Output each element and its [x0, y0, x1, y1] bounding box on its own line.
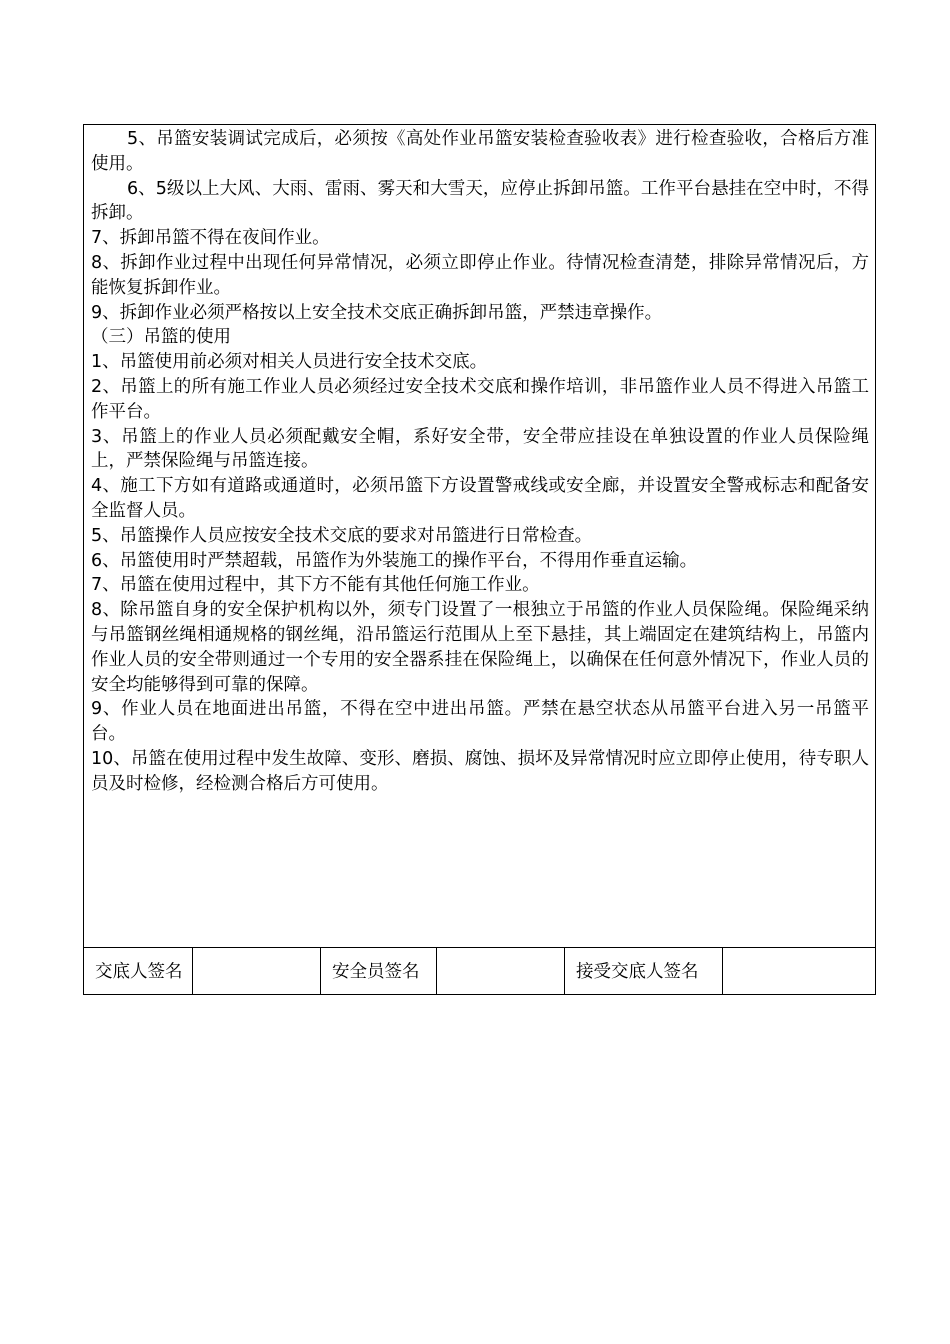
- safety-officer-signature-field[interactable]: [437, 947, 565, 994]
- presenter-signature-label: 交底人签名: [84, 947, 193, 994]
- paragraph: 5、吊篮安装调试完成后，必须按《高处作业吊篮安装检查验收表》进行检查验收，合格后方准使用。: [91, 129, 869, 174]
- paragraph: 6、吊篮使用时严禁超载，吊篮作为外装施工的操作平台，不得用作垂直运输。: [91, 550, 698, 571]
- paragraph: 8、拆卸作业过程中出现任何异常情况，必须立即停止作业。待情况检查清楚，排除异常情况后，方能恢复拆卸作业。: [91, 252, 869, 298]
- section-heading: （三）吊篮的使用: [91, 327, 231, 348]
- paragraph: 7、拆卸吊篮不得在夜间作业。: [91, 228, 330, 249]
- receiver-signature-field[interactable]: [723, 947, 875, 994]
- paragraph: 7、吊篮在使用过程中，其下方不能有其他任何施工作业。: [91, 575, 540, 596]
- paragraph: 9、作业人员在地面进出吊篮，不得在空中进出吊篮。严禁在悬空状态从吊篮平台进入另一吊篮平台。: [91, 699, 869, 745]
- signature-row: [84, 947, 875, 994]
- paragraph: 8、除吊篮自身的安全保护机构以外，须专门设置了一根独立于吊篮的作业人员保险绳。保险绳采纳与吊篮钢丝绳相通规格的钢丝绳，沿吊篮运行范围从上至下悬挂，其上端固定在建筑结构上，吊篮内作业人员的安全带则通过一个专用的安全器系挂在保险绳上，以确保在任何意外情况下，作业人员的安全均能够得到可靠的保障。: [91, 600, 869, 695]
- paragraph: 4、施工下方如有道路或通道时，必须吊篮下方设置警戒线或安全廊，并设置安全警戒标志和配备安全监督人员。: [91, 476, 869, 521]
- presenter-signature-field[interactable]: [193, 947, 321, 994]
- paragraph: 10、吊篮在使用过程中发生故障、变形、磨损、腐蚀、损坏及异常情况时应立即停止使用，待专职人员及时检修，经检测合格后方可使用。: [91, 748, 869, 794]
- receiver-signature-label: 接受交底人签名: [565, 947, 723, 994]
- disclosure-table: [83, 124, 876, 995]
- paragraph: 9、拆卸作业必须严格按以上安全技术交底正确拆卸吊篮，严禁违章操作。: [91, 302, 663, 323]
- content-cell: [84, 125, 875, 948]
- paragraph: 3、吊篮上的作业人员必须配戴安全帽，系好安全带，安全带应挂设在单独设置的作业人员保险绳上，严禁保险绳与吊篮连接。: [91, 426, 869, 472]
- safety-officer-signature-label: 安全员签名: [321, 947, 437, 994]
- paragraph: 2、吊篮上的所有施工作业人员必须经过安全技术交底和操作培训，非吊篮作业人员不得进入吊篮工作平台。: [91, 376, 869, 422]
- paragraph: 6、5级以上大风、大雨、雷雨、雾天和大雪天，应停止拆卸吊篮。工作平台悬挂在空中时，不得拆卸。: [91, 178, 869, 224]
- paragraph: 5、吊篮操作人员应按安全技术交底的要求对吊篮进行日常检查。: [91, 525, 593, 546]
- paragraph: 1、吊篮使用前必须对相关人员进行安全技术交底。: [91, 352, 488, 373]
